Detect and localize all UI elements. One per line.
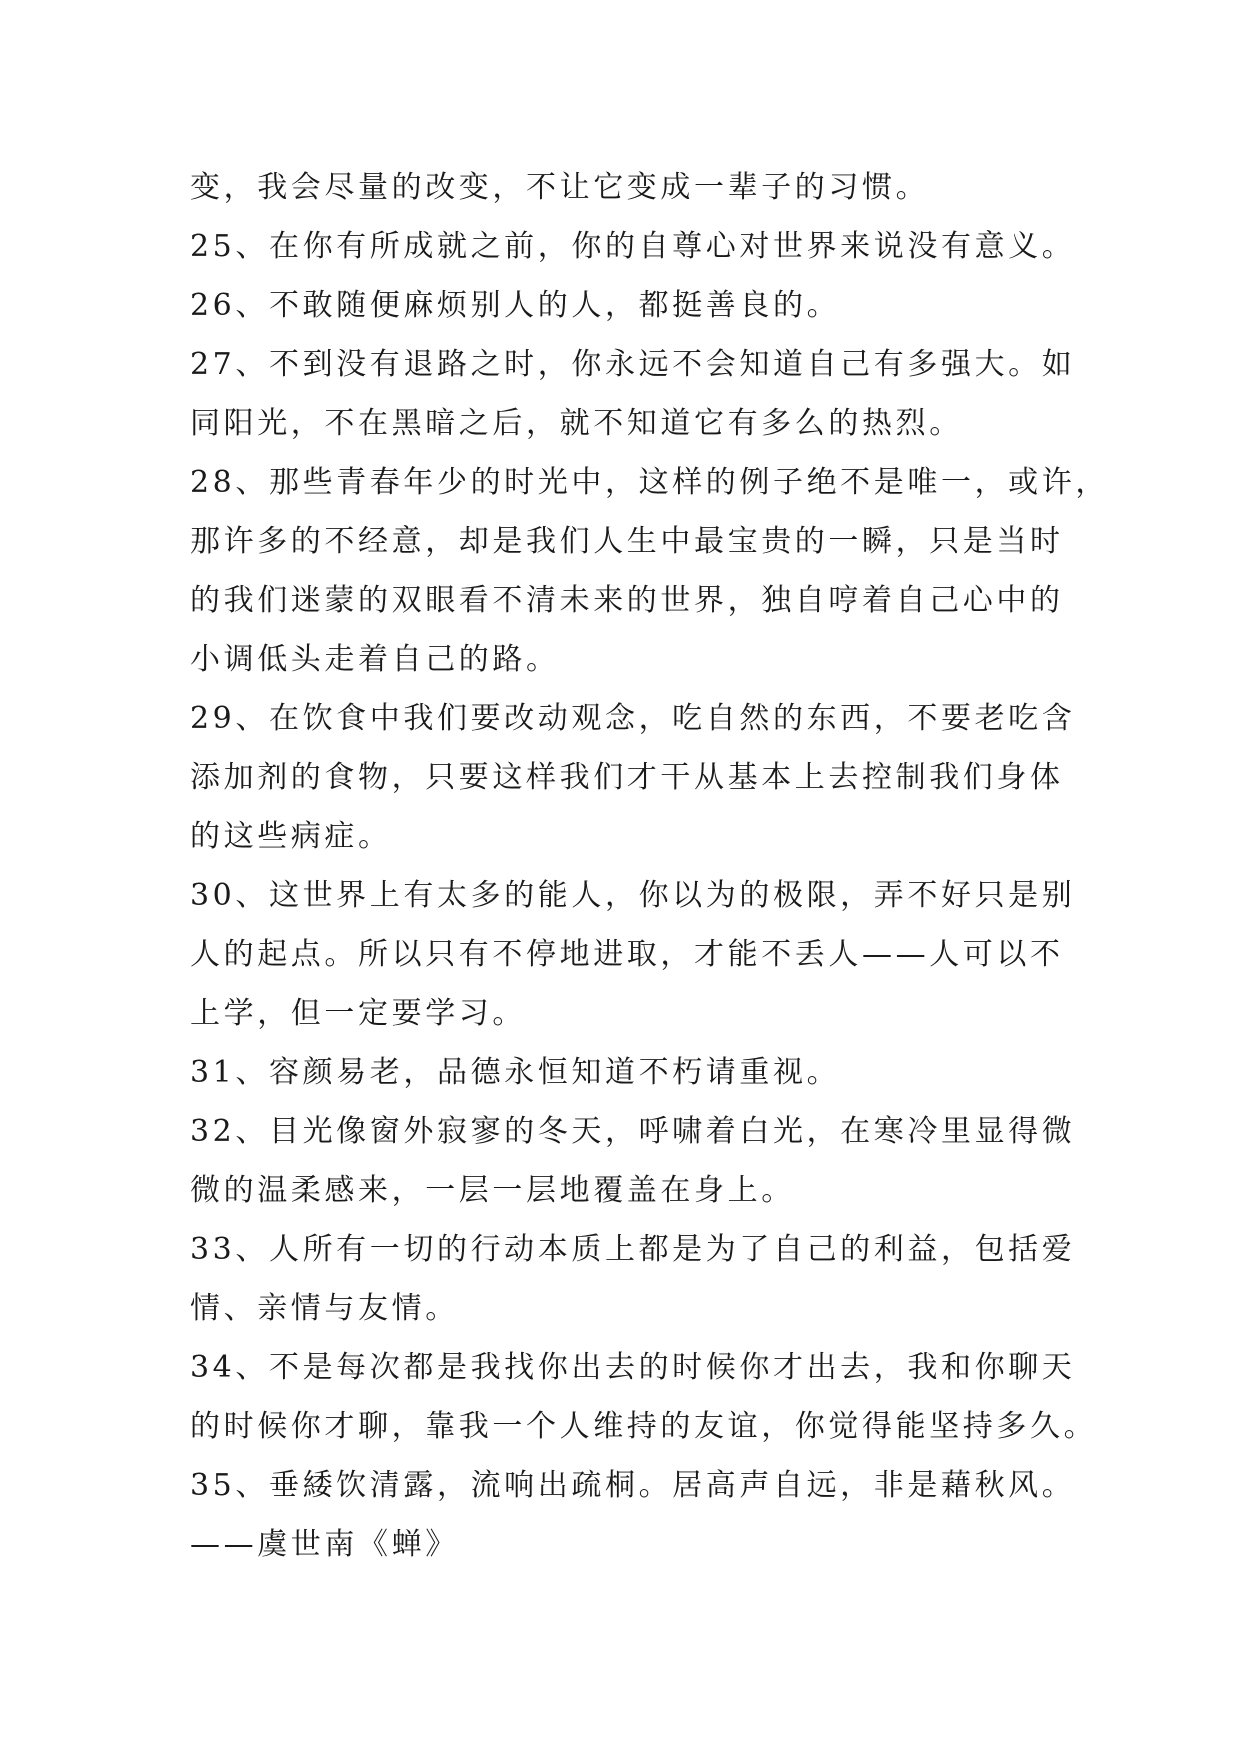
text-line-21: 34、不是每次都是我找你出去的时候你才出去，我和你聊天 xyxy=(190,1350,1076,1385)
text-line-19: 33、人所有一切的行动本质上都是为了自己的利益，包括爱 xyxy=(190,1232,1076,1267)
text-line-16: 31、容颜易老，品德永恒知道不朽请重视。 xyxy=(190,1055,841,1090)
text-line-24: ——虞世南《蝉》 xyxy=(190,1527,459,1562)
text-line-01: 变，我会尽量的改变，不让它变成一辈子的习惯。 xyxy=(190,170,930,205)
text-line-12: 的这些病症。 xyxy=(190,819,392,854)
text-line-04: 27、不到没有退路之时，你永远不会知道自己有多强大。如 xyxy=(190,347,1076,382)
text-line-02: 25、在你有所成就之前，你的自尊心对世界来说没有意义。 xyxy=(190,229,1076,264)
document-body xyxy=(190,158,1109,1574)
text-line-03: 26、不敢随便麻烦别人的人，都挺善良的。 xyxy=(190,288,841,323)
text-line-18: 微的温柔感来，一层一层地覆盖在身上。 xyxy=(190,1173,795,1208)
text-line-07: 那许多的不经意，却是我们人生中最宝贵的一瞬，只是当时 xyxy=(190,524,1064,559)
text-line-13: 30、这世界上有太多的能人，你以为的极限，弄不好只是别 xyxy=(190,878,1076,913)
text-line-17: 32、目光像窗外寂寥的冬天，呼啸着白光，在寒冷里显得微 xyxy=(190,1114,1076,1149)
text-line-22: 的时候你才聊，靠我一个人维持的友谊，你觉得能坚持多久。 xyxy=(190,1409,1098,1444)
text-line-08: 的我们迷蒙的双眼看不清未来的世界，独自哼着自己心中的 xyxy=(190,583,1064,618)
text-line-14: 人的起点。所以只有不停地进取，才能不丢人——人可以不 xyxy=(190,937,1064,972)
text-line-20: 情、亲情与友情。 xyxy=(190,1291,459,1326)
text-line-15: 上学，但一定要学习。 xyxy=(190,996,526,1031)
text-line-05: 同阳光，不在黑暗之后，就不知道它有多么的热烈。 xyxy=(190,406,963,441)
text-line-06: 28、那些青春年少的时光中，这样的例子绝不是唯一，或许， xyxy=(190,465,1109,500)
text-line-11: 添加剂的食物，只要这样我们才干从基本上去控制我们身体 xyxy=(190,760,1064,795)
text-line-10: 29、在饮食中我们要改动观念，吃自然的东西，不要老吃含 xyxy=(190,701,1076,736)
text-line-09: 小调低头走着自己的路。 xyxy=(190,642,560,677)
text-line-23: 35、垂緌饮清露，流响出疏桐。居高声自远，非是藉秋风。 xyxy=(190,1468,1076,1503)
